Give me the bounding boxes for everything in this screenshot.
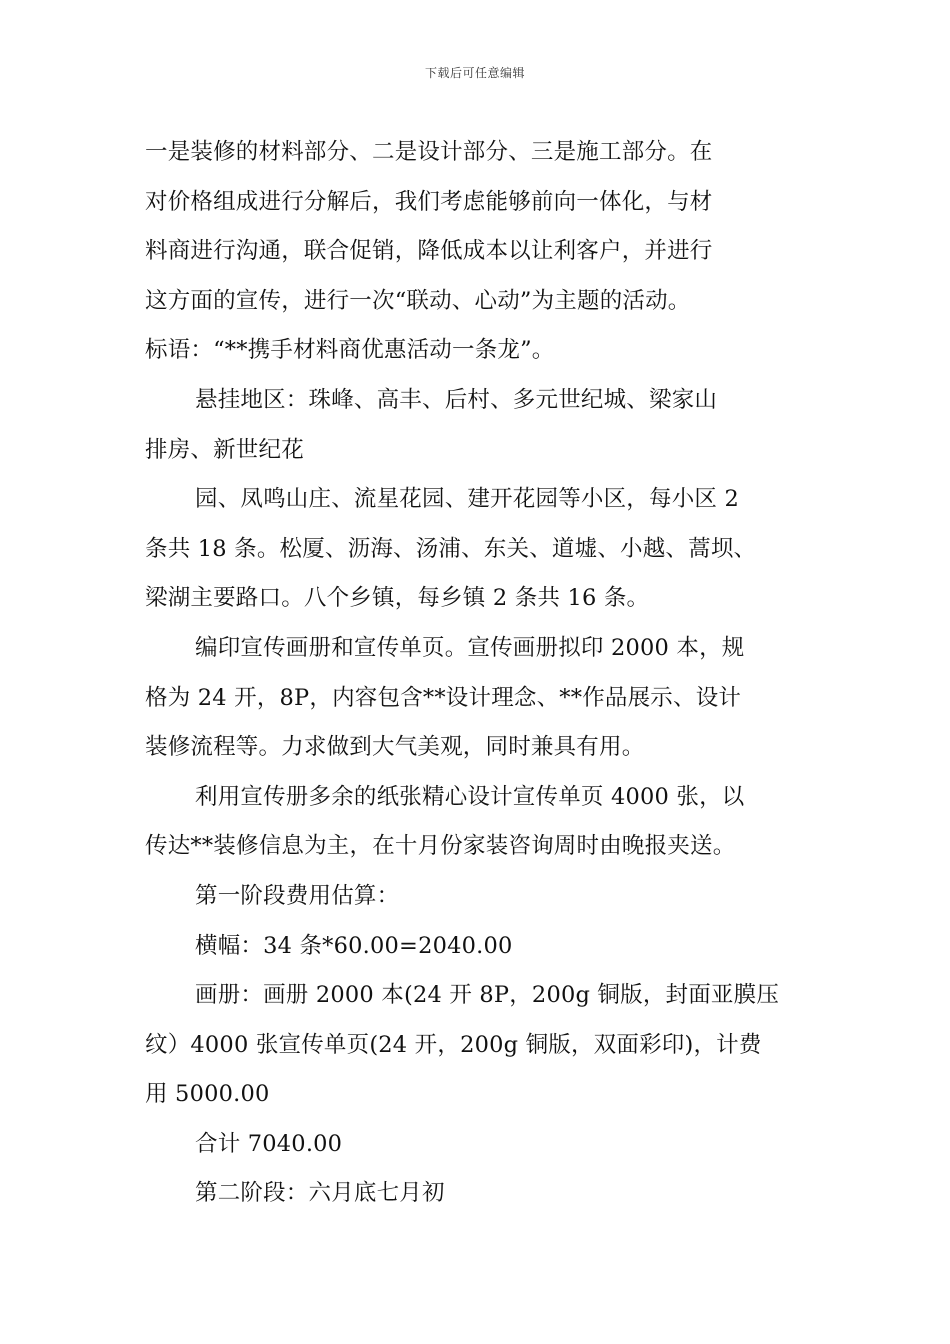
text-line: 画册：画册 2000 本(24 开 8P，200g 铜版，封面亚膜压 xyxy=(195,982,780,1009)
text-line: 装修流程等。力求做到大气美观，同时兼具有用。 xyxy=(145,734,645,761)
text-line: 第一阶段费用估算： xyxy=(195,882,400,909)
text-line: 对价格组成进行分解后，我们考虑能够前向一体化，与材 xyxy=(145,188,713,215)
page-header: 下载后可任意编辑 xyxy=(424,66,525,80)
text-line: 悬挂地区：珠峰、高丰、后村、多元世纪城、梁家山 xyxy=(195,386,718,413)
text-line: 这方面的宣传，进行一次“联动、心动”为主题的活动。 xyxy=(145,287,691,314)
text-line: 格为 24 开，8P，内容包含**设计理念、**作品展示、设计 xyxy=(145,684,742,711)
text-line: 梁湖主要路口。八个乡镇，每乡镇 2 条共 16 条。 xyxy=(145,585,650,612)
text-line: 排房、新世纪花 xyxy=(145,436,304,463)
text-line: 标语：“**携手材料商优惠活动一条龙”。 xyxy=(145,337,555,364)
text-line: 利用宣传册多余的纸张精心设计宣传单页 4000 张，以 xyxy=(195,783,745,810)
text-line: 一是装修的材料部分、二是设计部分、三是施工部分。在 xyxy=(145,139,713,165)
text-line: 编印宣传画册和宣传单页。宣传画册拟印 2000 本，规 xyxy=(195,634,745,661)
document-body xyxy=(145,128,825,1219)
text-line: 料商进行沟通，联合促销，降低成本以让利客户，并进行 xyxy=(145,238,713,265)
text-line: 用 5000.00 xyxy=(145,1081,270,1108)
text-line: 合计 7040.00 xyxy=(195,1130,343,1157)
text-line: 第二阶段：六月底七月初 xyxy=(195,1180,445,1207)
text-line: 传达**装修信息为主，在十月份家装咨询周时由晚报夹送。 xyxy=(145,833,736,860)
text-line: 园、凤鸣山庄、流星花园、建开花园等小区，每小区 2 xyxy=(195,486,739,513)
text-line: 纹）4000 张宣传单页(24 开，200g 铜版，双面彩印)，计费 xyxy=(145,1031,762,1058)
text-line: 横幅：34 条*60.00=2040.00 xyxy=(195,932,513,959)
text-line: 条共 18 条。松厦、沥海、汤浦、东关、道墟、小越、蒿坝、 xyxy=(145,535,757,562)
